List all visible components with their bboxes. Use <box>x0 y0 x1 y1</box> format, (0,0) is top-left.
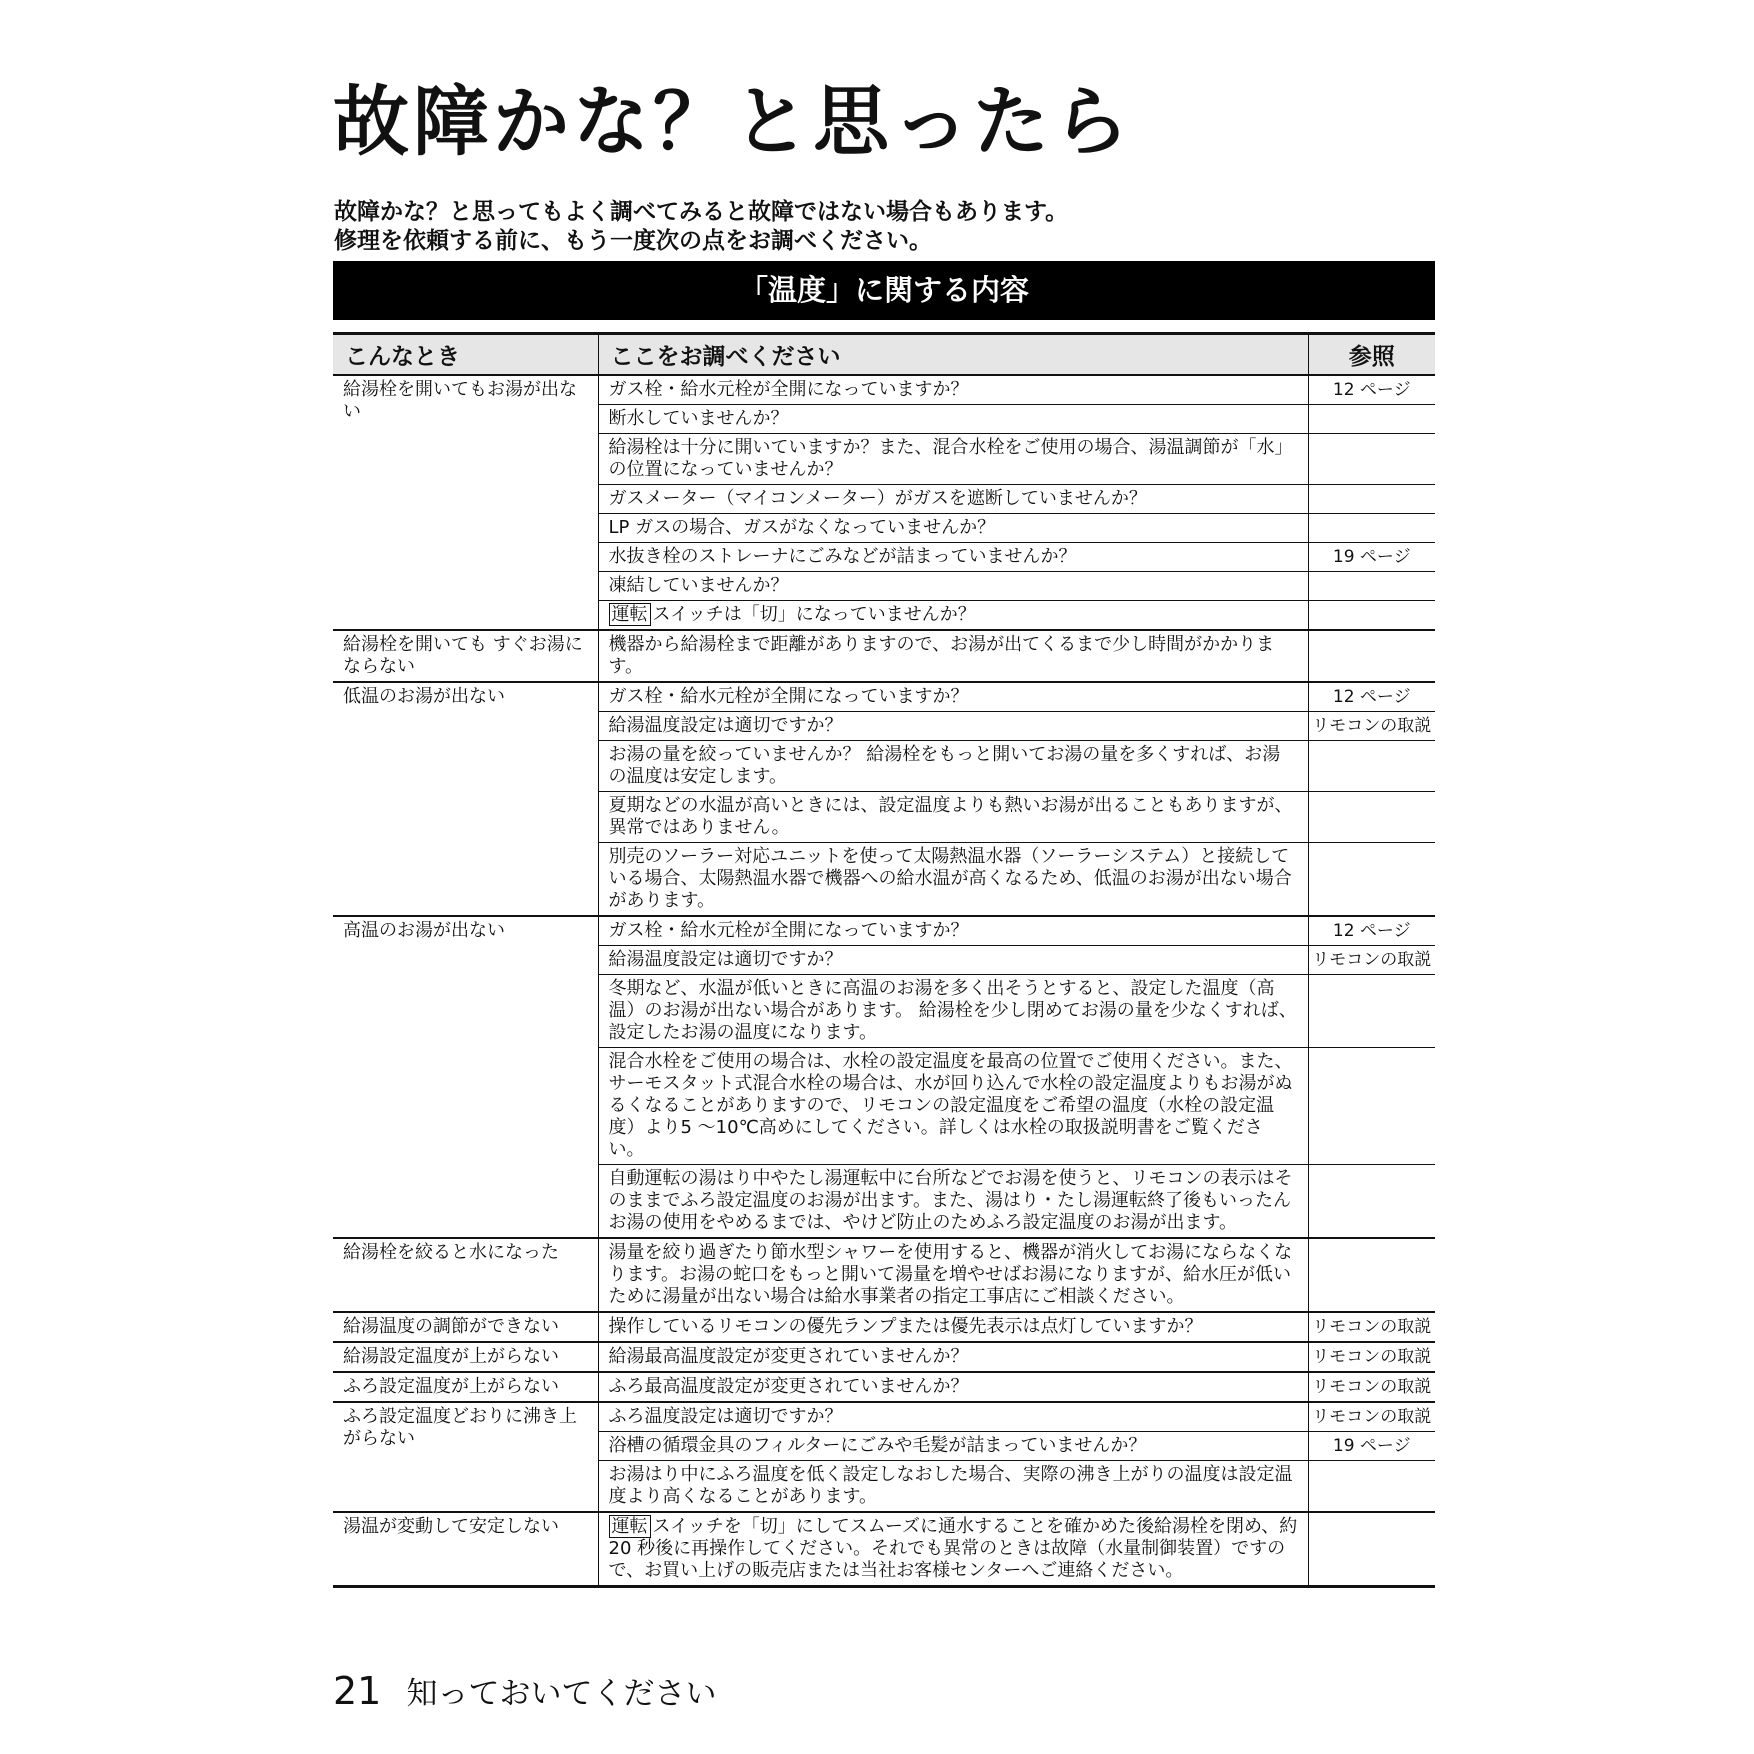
reference-cell: リモコンの取説 <box>1308 1342 1435 1372</box>
check-cell <box>598 375 1308 405</box>
reference-cell <box>1308 843 1435 917</box>
reference-cell <box>1308 514 1435 543</box>
check-cell <box>598 1238 1308 1312</box>
intro-text <box>334 198 1434 256</box>
check-cell <box>598 514 1308 543</box>
reference-cell: 12 ページ <box>1308 916 1435 946</box>
check-cell <box>598 1342 1308 1372</box>
reference-cell <box>1308 485 1435 514</box>
header-ref: 参照 <box>1308 334 1435 376</box>
reference-cell <box>1308 572 1435 601</box>
reference-cell <box>1308 741 1435 792</box>
check-cell <box>598 405 1308 434</box>
reference-cell <box>1308 630 1435 682</box>
header-check: ここをお調べください <box>598 334 1308 376</box>
check-text: 浴槽の循環金具のフィルターにごみや毛髪が詰まっていませんか？ <box>608 1435 1147 1456</box>
check-text: お湯はり中にふろ温度を低く設定しなおした場合、実際の沸き上がりの温度は設定温度より高くなることがあります。 <box>608 1464 1293 1507</box>
table-row <box>333 1312 1435 1342</box>
symptom-cell: 給湯栓を開いても すぐお湯にならない <box>333 630 598 682</box>
reference-cell <box>1308 1048 1435 1165</box>
check-cell <box>598 1402 1308 1432</box>
check-text: スイッチは「切」になっていませんか？ <box>652 604 976 625</box>
reference-cell <box>1308 601 1435 631</box>
table-row <box>333 682 1435 712</box>
check-cell <box>598 792 1308 843</box>
check-cell <box>598 1461 1308 1513</box>
symptom-cell: ふろ設定温度どおりに沸き上がらない <box>333 1402 598 1512</box>
symptom-cell: 低温のお湯が出ない <box>333 682 598 916</box>
page-number: 21 <box>333 1669 382 1713</box>
check-cell <box>598 434 1308 485</box>
check-text: 機器から給湯栓まで距離がありますので、お湯が出てくるまで少し時間がかかります。 <box>608 634 1275 677</box>
reference-cell <box>1308 434 1435 485</box>
reference-cell: リモコンの取説 <box>1308 946 1435 975</box>
check-text: 給湯最高温度設定が変更されていませんか？ <box>608 1346 969 1367</box>
check-text: 水抜き栓のストレーナにごみなどが詰まっていませんか？ <box>608 546 1077 567</box>
symptom-cell: 湯温が変動して安定しない <box>333 1512 598 1587</box>
check-text: 夏期などの水温が高いときには、設定温度よりも熱いお湯が出ることもありますが、異常ではありません。 <box>608 795 1293 838</box>
check-text: ガス栓・給水元栓が全開になっていますか？ <box>608 379 969 400</box>
check-text: 給湯温度設定は適切ですか？ <box>608 949 843 970</box>
reference-cell: 12 ページ <box>1308 682 1435 712</box>
check-text: 操作しているリモコンの優先ランプまたは優先表示は点灯していますか？ <box>608 1316 1203 1337</box>
check-cell <box>598 975 1308 1048</box>
symptom-cell: 給湯温度の調節ができない <box>333 1312 598 1342</box>
check-cell <box>598 1165 1308 1239</box>
check-text: 自動運転の湯はり中やたし湯運転中に台所などでお湯を使うと、リモコンの表示はそのままでふろ設定温度のお湯が出ます。また、湯はり・たし湯運転終了後もいったんお湯の使用をやめるまでは、やけど防止のためふろ設定温度のお湯が出ます。 <box>608 1168 1293 1233</box>
check-cell <box>598 916 1308 946</box>
check-text: ガスメーター（マイコンメーター）がガスを遮断していませんか？ <box>608 488 1147 509</box>
reference-cell: リモコンの取説 <box>1308 1402 1435 1432</box>
check-text: スイッチを「切」にしてスムーズに通水することを確かめた後給湯栓を閉め、約 20 秒後に再操作してください。それでも異常のときは故障（水量制御装置）ですので、お買い上げの販売店または当社お客様センターへご連絡ください。 <box>608 1516 1298 1581</box>
check-cell <box>598 1512 1308 1587</box>
reference-cell <box>1308 1165 1435 1239</box>
reference-cell: リモコンの取説 <box>1308 1372 1435 1402</box>
footer-label: 知っておいてください <box>406 1676 717 1712</box>
table-header-row <box>333 334 1435 376</box>
reference-cell <box>1308 405 1435 434</box>
check-text: 凍結していませんか？ <box>608 575 789 596</box>
table-row <box>333 630 1435 682</box>
table-body <box>333 375 1435 1587</box>
table-row <box>333 375 1435 405</box>
table-row <box>333 1342 1435 1372</box>
check-cell <box>598 1048 1308 1165</box>
check-cell <box>598 1312 1308 1342</box>
check-cell <box>598 485 1308 514</box>
check-text: 給湯温度設定は適切ですか？ <box>608 715 843 736</box>
check-cell <box>598 1372 1308 1402</box>
reference-cell: リモコンの取説 <box>1308 712 1435 741</box>
check-cell <box>598 1432 1308 1461</box>
symptom-cell: 給湯栓を絞ると水になった <box>333 1238 598 1312</box>
intro-line-1: 故障かな？と思ってもよく調べてみると故障ではない場合もあります。 <box>334 199 1069 225</box>
check-text: ふろ温度設定は適切ですか？ <box>608 1406 843 1427</box>
intro-line-2: 修理を依頼する前に、もう一度次の点をお調べください。 <box>334 228 932 254</box>
switch-key-label: 運転 <box>609 1515 651 1538</box>
check-cell <box>598 712 1308 741</box>
check-text: 冬期など、水温が低いときに高温のお湯を多く出そうとすると、設定した温度（高温）のお湯が出ない場合があります。 給湯栓を少し閉めてお湯の量を少なくすれば、設定したお湯の温度になります。 <box>608 978 1297 1043</box>
reference-cell <box>1308 1238 1435 1312</box>
header-when: こんなとき <box>333 334 598 376</box>
check-cell <box>598 543 1308 572</box>
reference-cell <box>1308 1461 1435 1513</box>
reference-cell <box>1308 1512 1435 1587</box>
table-row <box>333 1402 1435 1432</box>
reference-cell: リモコンの取説 <box>1308 1312 1435 1342</box>
reference-cell: 19 ページ <box>1308 1432 1435 1461</box>
symptom-cell: 給湯栓を開いてもお湯が出ない <box>343 379 577 422</box>
troubleshooting-table <box>333 332 1435 1588</box>
check-text: お湯の量を絞っていませんか？ 給湯栓をもっと開いてお湯の量を多くすれば、お湯の温度は安定します。 <box>608 744 1281 787</box>
reference-cell <box>1308 975 1435 1048</box>
check-cell <box>598 601 1308 631</box>
table-row <box>333 916 1435 946</box>
check-text: 混合水栓をご使用の場合は、水栓の設定温度を最高の位置でご使用ください。また、サーモスタット式混合水栓の場合は、水が回り込んで水栓の設定温度よりもお湯がぬるくなることがありますので、リモコンの設定温度をご希望の温度（水栓の設定温度）より5 ～10℃高めにしてください。詳しくは水栓の取扱説明書をご覧ください。 <box>608 1051 1293 1160</box>
symptom-cell: 給湯設定温度が上がらない <box>333 1342 598 1372</box>
page-title: 故障かな？と思ったら <box>333 77 1133 166</box>
table-row <box>333 1512 1435 1587</box>
check-cell <box>598 682 1308 712</box>
section-title: 「温度」に関する内容 <box>333 261 1435 320</box>
table-row <box>333 1372 1435 1402</box>
check-text: 断水していませんか？ <box>608 408 789 429</box>
check-text: ガス栓・給水元栓が全開になっていますか？ <box>608 686 969 707</box>
reference-cell: 12 ページ <box>1308 375 1435 405</box>
check-text: 湯量を絞り過ぎたり節水型シャワーを使用すると、機器が消火してお湯にならなくなります。お湯の蛇口をもっと開いて湯量を増やせばお湯になりますが、給水圧が低いために湯量が出ない場合は給水事業者の指定工事店にご相談ください。 <box>608 1242 1293 1307</box>
check-text: ガス栓・給水元栓が全開になっていますか？ <box>608 920 969 941</box>
check-cell <box>598 572 1308 601</box>
switch-key-label: 運転 <box>609 603 651 626</box>
symptom-cell: ふろ設定温度が上がらない <box>333 1372 598 1402</box>
check-cell <box>598 630 1308 682</box>
symptom-cell: 高温のお湯が出ない <box>333 916 598 1238</box>
table-row <box>333 1238 1435 1312</box>
reference-cell <box>1308 792 1435 843</box>
check-text: LP ガスの場合、ガスがなくなっていませんか？ <box>608 517 996 538</box>
check-cell <box>598 741 1308 792</box>
check-cell <box>598 946 1308 975</box>
page-footer <box>333 1668 716 1713</box>
check-text: 給湯栓は十分に開いていますか？また、混合水栓をご使用の場合、湯温調節が「水」の位置になっていませんか？ <box>608 437 1293 480</box>
check-text: 別売のソーラー対応ユニットを使って太陽熱温水器（ソーラーシステム）と接続している場合、太陽熱温水器で機器への給水温が高くなるため、低温のお湯が出ない場合があります。 <box>608 846 1292 911</box>
reference-cell: 19 ページ <box>1308 543 1435 572</box>
check-cell <box>598 843 1308 917</box>
check-text: ふろ最高温度設定が変更されていませんか？ <box>608 1376 969 1397</box>
